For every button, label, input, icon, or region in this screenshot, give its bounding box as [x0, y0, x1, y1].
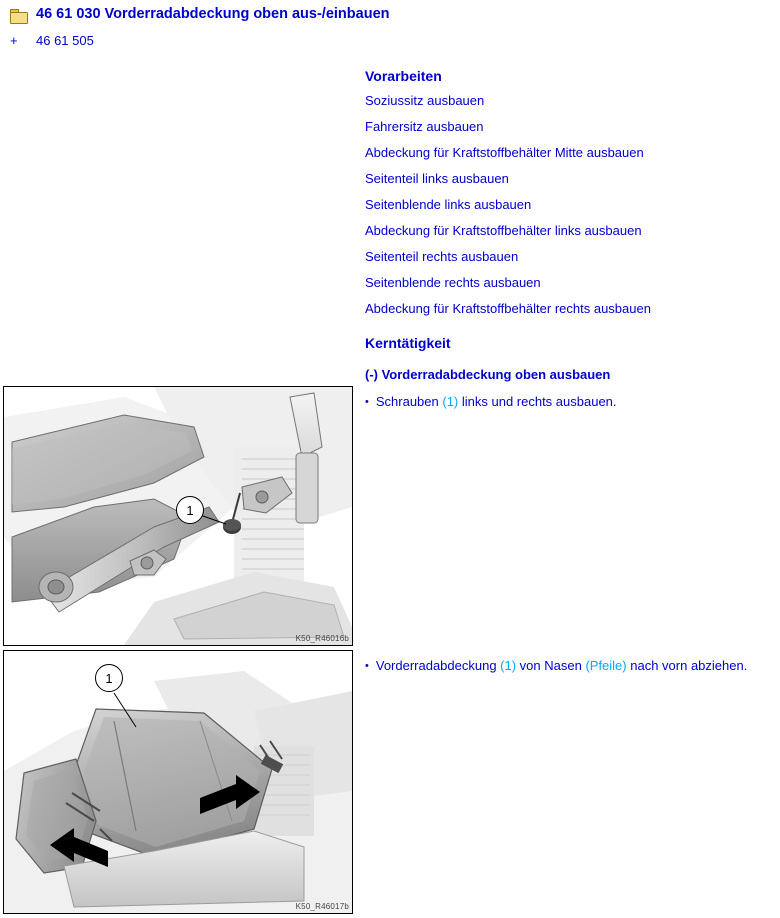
prep-step[interactable]: Seitenblende links ausbauen — [365, 197, 532, 212]
step-1-text-after: links und rechts ausbauen. — [458, 394, 617, 409]
callout-1: 1 — [176, 496, 204, 524]
main-heading: Kerntätigkeit — [365, 335, 451, 351]
prep-step[interactable]: Abdeckung für Kraftstoffbehälter rechts ausbauen — [365, 301, 651, 316]
bullet-icon: • — [365, 396, 369, 408]
step-2-sentence — [376, 658, 747, 674]
document-header — [10, 6, 390, 23]
prep-step[interactable]: Seitenteil rechts ausbauen — [365, 249, 519, 264]
figure-1-code: K50_R46016b — [295, 634, 349, 643]
step-1-sentence — [376, 394, 617, 410]
step-2-ref-1: (1) — [500, 658, 517, 673]
step-1-text-before: Schrauben — [375, 394, 443, 409]
step-2-text-before: Vorderradabdeckung — [375, 658, 501, 673]
step-2-text-after: nach vorn abziehen. — [626, 658, 748, 673]
reference-line — [10, 33, 94, 48]
callout-1: 1 — [95, 664, 123, 692]
page-title: 46 61 030 Vorderradabdeckung oben aus-/einbauen — [36, 6, 390, 22]
prep-step[interactable]: Abdeckung für Kraftstoffbehälter links ausbauen — [365, 223, 642, 238]
preparation-heading: Vorarbeiten — [365, 68, 442, 84]
step-2-text-mid: von Nasen — [516, 658, 586, 673]
prep-step[interactable]: Seitenblende rechts ausbauen — [365, 275, 541, 290]
folder-icon — [10, 9, 28, 23]
figure-2[interactable] — [3, 650, 353, 914]
prep-step[interactable]: Fahrersitz ausbauen — [365, 119, 484, 134]
prep-step[interactable]: Abdeckung für Kraftstoffbehälter Mitte ausbauen — [365, 145, 644, 160]
prep-step[interactable]: Soziussitz ausbauen — [365, 93, 485, 108]
figure-2-illustration — [4, 651, 352, 913]
plus-symbol: + — [10, 33, 18, 48]
step-2-text — [365, 658, 775, 674]
procedure-text-column — [365, 68, 765, 382]
step-1-ref-1: (1) — [442, 394, 459, 409]
sub-heading: (-) Vorderradabdeckung oben ausbauen — [365, 367, 611, 382]
bullet-icon: • — [365, 660, 369, 672]
prep-step[interactable]: Seitenteil links ausbauen — [365, 171, 509, 186]
step-2-ref-2: (Pfeile) — [585, 658, 627, 673]
reference-number[interactable]: 46 61 505 — [36, 33, 94, 48]
figure-1[interactable] — [3, 386, 353, 646]
step-1-text — [365, 394, 775, 410]
figure-2-code: K50_R46017b — [295, 902, 349, 911]
